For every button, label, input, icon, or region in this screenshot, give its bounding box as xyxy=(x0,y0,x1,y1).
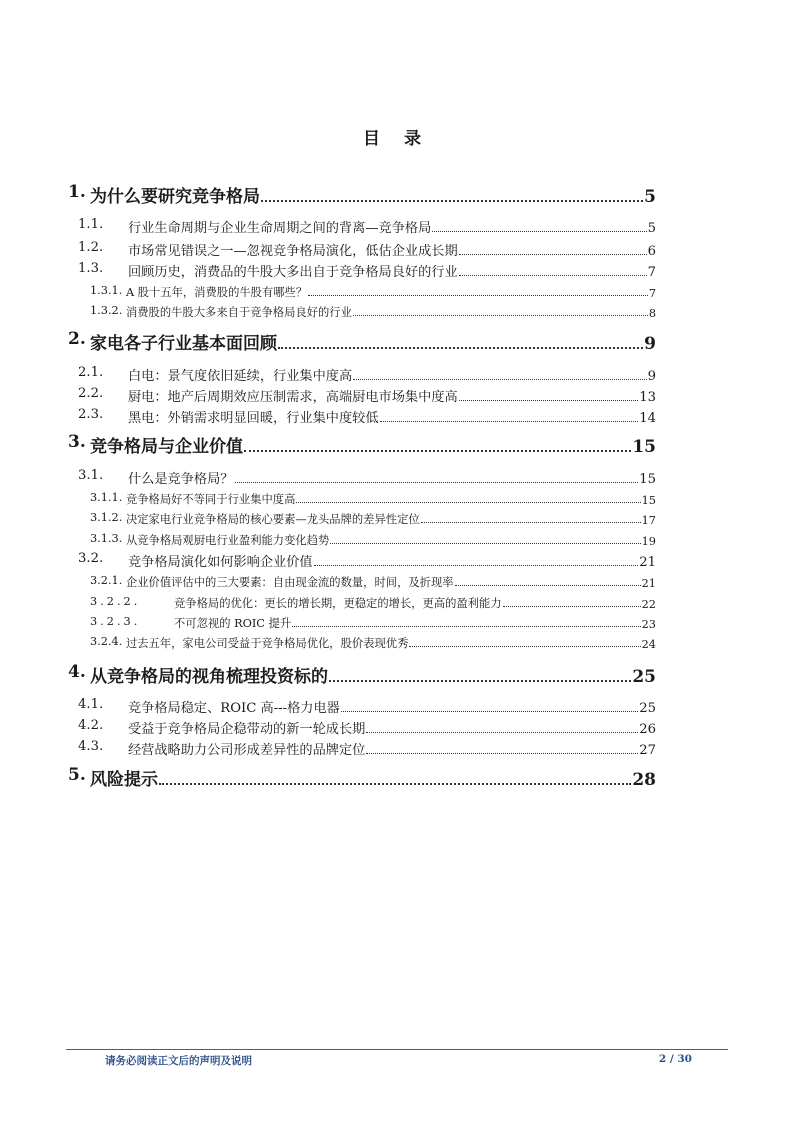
toc-entry-label: 什么是竞争格局？ xyxy=(128,472,234,487)
toc-entry-number: 2. xyxy=(68,329,86,349)
toc-entry-3-2-4[interactable] xyxy=(68,635,656,651)
toc-entry-page: 28 xyxy=(632,770,656,790)
toc-entry-page: 25 xyxy=(639,701,656,716)
toc-entry-page: 23 xyxy=(641,618,656,631)
dot-leader xyxy=(432,231,646,232)
toc-entry-label: 决定家电行业竞争格局的核心要素—龙头品牌的差异性定位 xyxy=(125,513,420,526)
dot-leader xyxy=(353,379,646,380)
footer-page-indicator: 2 / 30 xyxy=(658,1053,692,1065)
dot-leader xyxy=(366,732,638,733)
toc-entry-number: 1.1. xyxy=(78,217,104,232)
toc-entry-number: 5. xyxy=(68,765,86,785)
toc-entry-label: 回顾历史，消费品的牛股大多出自于竞争格局良好的行业 xyxy=(128,265,458,280)
toc-entry-4-3[interactable] xyxy=(68,740,656,758)
toc-entry-3-1[interactable] xyxy=(68,469,656,487)
dot-leader xyxy=(409,646,640,647)
toc-entry-number: 3.2.1. xyxy=(90,574,123,587)
dot-leader xyxy=(503,606,641,607)
toc-entry-4-1[interactable] xyxy=(68,698,656,716)
toc-entry-1-3-2[interactable] xyxy=(68,304,656,320)
toc-entry-label: 竞争格局演化如何影响企业价值 xyxy=(128,555,313,570)
toc-entry-label: A 股十五年，消费股的牛股有哪些？ xyxy=(125,286,308,299)
toc-entry-number: 2.1. xyxy=(78,365,104,380)
toc-entry-number: 1.3.1. xyxy=(90,284,123,297)
toc-entry-page: 17 xyxy=(641,514,656,527)
toc-entry-page: 26 xyxy=(639,722,656,737)
toc-entry-number: 1.3.2. xyxy=(90,304,123,317)
dot-leader xyxy=(455,585,641,586)
toc-entry-number: 1.2. xyxy=(78,240,104,255)
toc-entry-2[interactable] xyxy=(68,329,656,354)
toc-entry-number: 3.1. xyxy=(78,468,104,483)
toc-entry-page: 6 xyxy=(647,244,656,259)
toc-entry-label: 行业生命周期与企业生命周期之间的背离—竞争格局 xyxy=(128,221,432,236)
toc-entry-page: 25 xyxy=(632,667,656,687)
toc-entry-page: 14 xyxy=(639,411,656,426)
toc-entry-label: 竞争格局的优化：更长的增长期，更稳定的增长，更高的盈利能力 xyxy=(174,597,502,610)
toc-entry-5[interactable] xyxy=(68,765,656,790)
toc-entry-label: 经营战略助力公司形成差异性的品牌定位 xyxy=(128,743,366,758)
toc-entry-number: 4.1. xyxy=(78,697,104,712)
toc-entry-label: 消费股的牛股大多来自于竞争格局良好的行业 xyxy=(125,306,352,319)
toc-entry-1-3[interactable] xyxy=(68,262,656,280)
toc-entry-2-3[interactable] xyxy=(68,408,656,426)
toc-entry-3-2[interactable] xyxy=(68,552,656,570)
toc-entry-number: 3.2. xyxy=(78,551,104,566)
toc-entry-number: 1. xyxy=(68,182,86,202)
dot-leader xyxy=(159,783,631,785)
toc-entry-label: 厨电：地产后周期效应压制需求，高端厨电市场集中度高 xyxy=(128,390,458,405)
footer-divider xyxy=(66,1049,728,1050)
toc-entry-page: 8 xyxy=(648,307,656,320)
dot-leader xyxy=(296,502,640,503)
dot-leader xyxy=(459,275,647,276)
dot-leader xyxy=(329,680,631,682)
toc-entry-number: 2.2. xyxy=(78,386,104,401)
toc-entry-label: 为什么要研究竞争格局 xyxy=(90,187,260,207)
toc-entry-3-2-1[interactable] xyxy=(68,574,656,590)
toc-entry-label: 竞争格局好不等同于行业集中度高 xyxy=(125,493,296,506)
toc-entry-number: 4. xyxy=(68,662,86,682)
toc-entry-page: 21 xyxy=(639,555,656,570)
toc-entry-page: 27 xyxy=(639,743,656,758)
toc-entry-label: 黑电：外销需求明显回暖，行业集中度较低 xyxy=(128,411,379,426)
toc-entry-3-1-2[interactable] xyxy=(68,511,656,527)
toc-entry-label: 企业价值评估中的三大要素：自由现金流的数量，时间，及折现率 xyxy=(125,576,454,589)
dot-leader xyxy=(380,421,639,422)
toc-entry-label: 竞争格局与企业价值 xyxy=(90,437,243,457)
toc-entry-3-2-3[interactable] xyxy=(68,615,656,631)
toc-entry-1-1[interactable] xyxy=(68,218,656,236)
toc-entry-page: 5 xyxy=(647,221,656,236)
toc-entry-number: 3.2.4. xyxy=(90,635,123,648)
toc-entry-number: 4.3. xyxy=(78,739,104,754)
toc-entry-page: 15 xyxy=(632,437,656,457)
toc-entry-label: 风险提示 xyxy=(90,770,158,790)
toc-entry-3[interactable] xyxy=(68,432,656,457)
toc-entry-page: 21 xyxy=(641,577,656,590)
toc-entry-number: 4.2. xyxy=(78,718,104,733)
dot-leader xyxy=(459,254,647,255)
toc-entry-label: 市场常见错误之一—忽视竞争格局演化，低估企业成长期 xyxy=(128,244,458,259)
toc-entry-3-1-3[interactable] xyxy=(68,532,656,548)
toc-entry-label: 从竞争格局观厨电行业盈利能力变化趋势 xyxy=(125,534,330,547)
toc-entry-page: 24 xyxy=(641,638,656,651)
toc-entry-number: 3.1.3. xyxy=(90,532,123,545)
page-title: 目 录 xyxy=(363,129,430,149)
toc-entry-page: 9 xyxy=(644,334,656,354)
toc-entry-number: 3.1.2. xyxy=(90,511,123,524)
dot-leader xyxy=(421,522,641,523)
dot-leader xyxy=(292,626,640,627)
toc-entry-label: 过去五年，家电公司受益于竞争格局优化，股价表现优秀 xyxy=(125,637,409,650)
toc-entry-page: 22 xyxy=(641,598,656,611)
toc-entry-label: 竞争格局稳定、ROIC 高---格力电器 xyxy=(128,701,340,716)
toc-entry-label: 不可忽视的 ROIC 提升 xyxy=(174,617,292,630)
footer-disclaimer: 请务必阅读正文后的声明及说明 xyxy=(105,1055,252,1067)
dot-leader xyxy=(330,543,640,544)
dot-leader xyxy=(261,200,643,202)
toc-entry-page: 13 xyxy=(639,390,656,405)
dot-leader xyxy=(308,295,648,296)
toc-entry-3-2-2[interactable] xyxy=(68,595,656,611)
dot-leader xyxy=(341,711,638,712)
toc-entry-label: 受益于竞争格局企稳带动的新一轮成长期 xyxy=(128,722,366,737)
toc-entry-1[interactable] xyxy=(68,182,656,207)
toc-entry-4-2[interactable] xyxy=(68,719,656,737)
dot-leader xyxy=(278,347,643,349)
toc-entry-label: 从竞争格局的视角梳理投资标的 xyxy=(90,667,328,687)
toc-entry-page: 7 xyxy=(648,287,656,300)
toc-entry-page: 9 xyxy=(647,369,656,384)
toc-entry-number: 3.2.2. xyxy=(90,595,141,608)
dot-leader xyxy=(366,753,638,754)
dot-leader xyxy=(244,450,631,452)
toc-entry-label: 家电各子行业基本面回顾 xyxy=(90,334,277,354)
dot-leader xyxy=(459,400,639,401)
toc-entry-number: 1.3. xyxy=(78,261,104,276)
toc-entry-number: 3.1.1. xyxy=(90,491,123,504)
toc-entry-3-1-1[interactable] xyxy=(68,491,656,507)
dot-leader xyxy=(235,482,639,483)
toc-entry-4[interactable] xyxy=(68,662,656,687)
toc-entry-page: 5 xyxy=(644,187,656,207)
toc-entry-page: 7 xyxy=(647,265,656,280)
toc-entry-page: 19 xyxy=(641,535,656,548)
toc-entry-2-2[interactable] xyxy=(68,387,656,405)
toc-entry-page: 15 xyxy=(639,472,656,487)
toc-entry-label: 白电：景气度依旧延续，行业集中度高 xyxy=(128,369,353,384)
toc-entry-number: 3.2.3. xyxy=(90,615,141,628)
toc-entry-number: 3. xyxy=(68,432,86,452)
dot-leader xyxy=(353,315,648,316)
toc-entry-2-1[interactable] xyxy=(68,366,656,384)
dot-leader xyxy=(314,565,639,566)
toc-entry-number: 2.3. xyxy=(78,407,104,422)
toc-entry-1-2[interactable] xyxy=(68,241,656,259)
toc-entry-1-3-1[interactable] xyxy=(68,284,656,300)
toc-entry-page: 15 xyxy=(641,494,656,507)
